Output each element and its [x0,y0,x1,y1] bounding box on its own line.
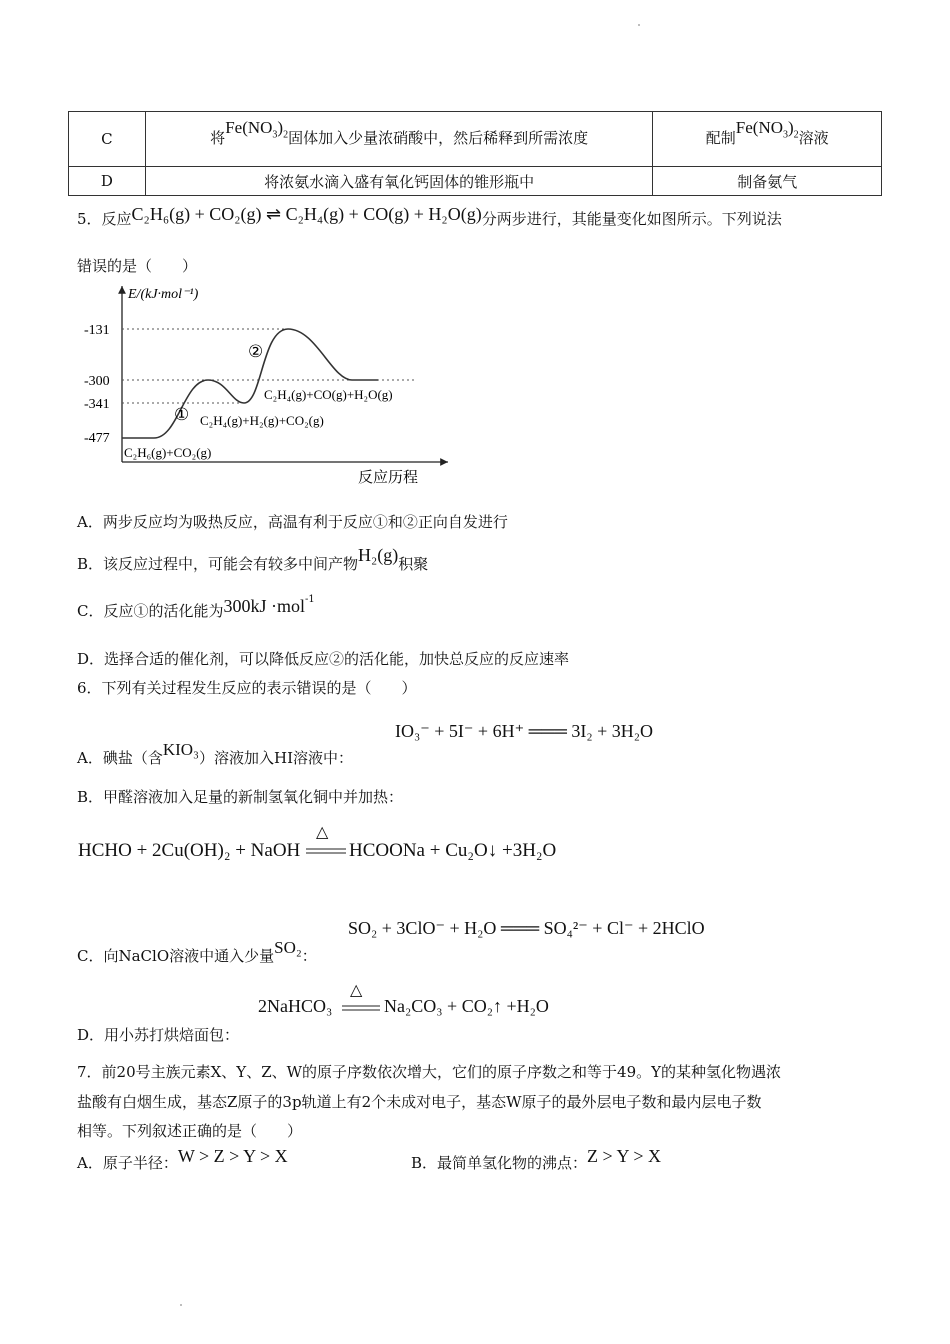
row-d-purpose: 制备氨气 [653,167,882,196]
q7-option-b-text: B．最简单氢化物的沸点： [411,1154,588,1172]
q6-option-b-eq-left: HCHO + 2Cu(OH)₂ + NaOH [78,840,301,861]
heat-symbol-b: △ [316,824,329,841]
row-c-op-post: 固体加入少量浓硝酸中，然后稀释到所需浓度 [288,129,589,148]
page-dot-bottom [180,1304,182,1306]
q5-option-c-sup: -1 [305,594,315,605]
q5-option-c-value: 300kJ ·mol [223,596,305,616]
options-table [68,111,882,196]
q6-option-c-equation: SO₂ + 3ClO⁻ + H₂O ═══ SO₄²⁻ + Cl⁻ + 2HClO [348,918,705,938]
q7-option-b-formula: Z > Y > X [587,1146,661,1166]
q7-option-b [411,1146,661,1173]
q5-line2: 错误的是（ ） [77,257,198,275]
tick-label-300: -300 [84,374,110,389]
q7-option-a-formula: W > Z > Y > X [177,1146,288,1166]
paren-close: ) [277,118,284,138]
q6-option-d: D．用小苏打烘焙面包： [77,1026,240,1044]
sub-2: 2 [283,129,289,141]
q6-option-b: B．甲醛溶液加入足量的新制氢氧化铜中并加热： [77,788,404,806]
y-axis-label: E/(kJ·mol⁻¹) [128,287,199,302]
tick-label-131: -131 [84,323,110,338]
q5-stem [77,204,782,229]
energy-diagram [76,282,454,490]
row-c-purpose-formula [735,118,799,141]
species-products: C₂H₄(g)+CO(g)+H₂O(g) [264,387,393,402]
q5-option-c-text: C．反应①的活化能为 [77,602,224,620]
q6-option-b-eq-right: HCOONa + Cu₂O↓ +3H₂O [349,840,557,861]
q6-option-d-eq-left: 2NaHCO₃ [258,996,333,1016]
q6-option-c-post: ： [301,947,317,965]
q7-line3: 相等。下列叙述正确的是（ ） [77,1122,303,1140]
row-c-operation [145,112,653,167]
q5-option-b-formula: H₂(g) [358,545,399,565]
heat-symbol-d: △ [350,982,363,999]
q6-option-d-eq-right: Na₂CO₃ + CO₂↑ +H₂O [384,996,549,1016]
step2-label: ② [248,342,264,361]
sub-3: 3 [272,129,278,141]
q5-option-a: A．两步反应均为吸热反应，高温有利于反应①和②正向自发进行 [77,513,508,531]
q5-option-b-post: 积聚 [398,555,429,573]
sub-3b: 3 [783,129,788,141]
q6-option-a-equation: IO₃⁻ + 5I⁻ + 6H⁺ ═══ 3I₂ + 3H₂O [395,721,654,741]
fe-no3-text: Fe(NO [225,118,273,138]
row-c-op-formula [225,118,289,141]
row-c-label: C [69,112,146,167]
equals-sign-b [306,848,346,854]
x-axis-label: 反应历程 [358,470,419,486]
q6-option-c [77,938,317,966]
fe-no3-text-2: Fe(NO [735,118,783,138]
equals-sign-d [342,1005,380,1011]
row-d-label: D [69,167,146,196]
q5-tail: 分两步进行，其能量变化如图所示。下列说法 [481,210,782,228]
q6-option-a-formula: KIO₃ [162,740,199,759]
tick-label-477: -477 [84,431,110,446]
q5-number: 5．反应 [77,210,132,228]
row-c-purpose-pre: 配制 [705,129,736,148]
paren-close-2: ) [788,118,794,138]
tick-label-341: -341 [84,397,110,412]
row-c-purpose [653,112,882,167]
q5-option-b [77,545,429,574]
species-intermediate: C₂H₄(g)+H₂(g)+CO₂(g) [200,413,324,428]
row-d-operation: 将浓氨水滴入盛有氧化钙固体的锥形瓶中 [145,167,653,196]
q6-option-c-text: C．向NaClO溶液中通入少量 [77,947,275,965]
table-row-c [69,112,882,167]
q5-option-b-text: B．该反应过程中，可能会有较多中间产物 [77,555,359,573]
sub-2b: 2 [793,129,799,141]
q6-option-c-formula: SO₂ [274,938,302,957]
q7-option-a [77,1146,288,1173]
q7-line2: 盐酸有白烟生成，基态Z原子的3p轨道上有2个未成对电子，基态W原子的最外层电子数和最内层电子数 [77,1093,762,1111]
q6-option-a [77,740,354,768]
q7-line1: 7．前20号主族元素X、Y、Z、W的原子序数依次增大，它们的原子序数之和等于49。Y的某种氢化物遇浓 [77,1063,782,1081]
row-c-purpose-post: 溶液 [798,129,829,148]
q6-option-a-post: ）溶液加入HI溶液中： [199,749,354,767]
q5-equation: C₂H₆(g) + CO₂(g) ⇌ C₂H₄(g) + CO(g) + H₂O(g) [131,204,482,224]
table-row-d [69,167,882,196]
species-reactants: C₂H₆(g)+CO₂(g) [124,445,212,460]
q7-option-a-text: A．原子半径： [77,1154,178,1172]
q5-option-d: D．选择合适的催化剂，可以降低反应②的活化能，加快总反应的反应速率 [77,650,570,668]
q6-option-a-text: A．碘盐（含 [77,749,163,767]
q5-option-c [77,594,315,621]
page-dot-top [638,24,640,26]
step1-label: ① [174,405,190,424]
q6-stem: 6．下列有关过程发生反应的表示错误的是（ ） [77,679,417,697]
row-c-op-pre: 将 [210,129,226,148]
